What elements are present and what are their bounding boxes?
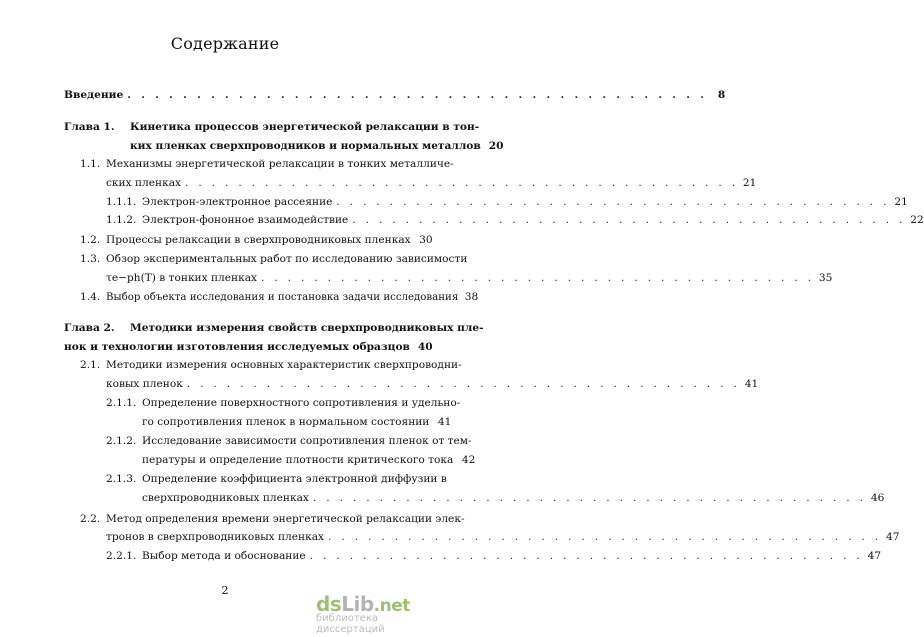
toc-page: 46 [870,492,885,504]
toc-entry-number: 1.4. [80,291,101,303]
leader-dots: . . . . . . . . . . . . . . . . . . . . . . . . . . . . . . . . . . . . . . . . . . [312,492,867,504]
toc-entry-text: Процессы релаксации в сверхпроводниковых пленках [106,234,411,246]
toc-entry-number: Глава 2. [64,322,115,334]
toc-entry-text: ских пленках [106,177,181,189]
leader-dots: . . . . . . . . . . . . . . . . . . . . . . . . . . . . . . . . . . . . . . . . . . [336,196,890,208]
watermark-subtitle: библиотека диссертаций [316,613,385,635]
toc-entry-number: 2.1.2. [106,435,137,447]
toc-page: 41 [744,378,759,390]
toc-entry-text: Методики измерения основных характеристик сверхпроводни- [106,359,462,371]
toc-entry-text: Метод определения времени энергетической релаксации элек- [106,513,465,525]
toc-page: 21 [894,196,908,208]
toc-entry-text: Электрон-фононное взаимодействие [142,214,349,226]
toc-entry-text: Электрон-электронное рассеяние [142,196,333,208]
toc-page: 22 [910,214,924,226]
logo-ds: ds [316,592,342,616]
toc-page: 40 [417,341,433,353]
leader-dots: . . . . . . . . . . . . . . . . . . . . . . . . . . . . . . . . . . . . . . . . . . [127,89,708,101]
watermark [316,592,436,635]
toc-entry-number: 1.2. [80,234,101,246]
toc-entry-number: 2.1.1. [106,397,137,409]
toc-entry-text: сверхпроводниковых пленках [142,492,309,504]
toc-page: 30 [419,234,433,246]
toc-page: 41 [437,416,452,428]
toc-page: 47 [885,531,900,543]
toc-entry-number: Глава 1. [64,121,115,133]
toc-entry-number: 2.1.3. [106,473,137,485]
toc-entry-text: Обзор экспериментальных работ по исследованию зависимости [106,253,468,265]
toc-page: 42 [461,454,476,466]
logo-lib: Lib [341,592,374,616]
page-title: Содержание [170,34,280,53]
toc-entry-text: Выбор объекта исследования и постановка задачи исследования [106,292,459,303]
toc-entry-number: 1.1.1. [106,196,137,208]
toc-entry-text: Исследование зависимости сопротивления пленок от тем- [142,435,472,447]
leader-dots: . . . . . . . . . . . . . . . . . . . . . . . . . . . . . . . . . . . . . . . . . . [328,531,882,543]
leader-dots: . . . . . . . . . . . . . . . . . . . . . . . . . . . . . . . . . . . . . . . . . . [261,272,815,284]
leader-dots: . . . . . . . . . . . . . . . . . . . . . . . . . . . . . . . . . . . . . . . . . . [309,550,864,562]
toc-entry-number: 1.1. [80,158,101,170]
toc-page: 35 [818,272,833,284]
toc-entry-text: Определение коэффициента электронной диффузии в [142,473,447,485]
toc-page: 21 [742,177,757,189]
toc-entry-number: 2.2.1. [106,550,137,562]
toc-page: 38 [464,291,479,303]
toc-entry-number: 1.3. [80,253,101,265]
leader-dots: . . . . . . . . . . . . . . . . . . . . . . . . . . . . . . . . . . . . . . . . . . [352,214,906,226]
toc-page: 20 [488,140,504,152]
toc-entry-text: пературы и определение плотности критического тока [142,454,454,466]
page-number: 2 [221,584,229,597]
toc-entry-text: Введение [64,89,124,101]
toc-entry-text: ких пленках сверхпроводников и нормальных металлов [130,140,481,152]
toc-entry-text: Механизмы энергетической релаксации в тонких металличе- [106,158,454,170]
toc-entry-text: Методики измерения свойств сверхпроводниковых пле- [130,322,484,334]
logo-net: .net [373,596,410,616]
toc-entry-text: Выбор метода и обоснование [142,550,306,562]
toc-entry-number: 2.2. [80,513,101,525]
leader-dots: . . . . . . . . . . . . . . . . . . . . . . . . . . . . . . . . . . . . . . . . . . [185,177,739,189]
toc-entry-text: нок и технологии изготовления исследуемых образцов [64,341,410,353]
toc-page: 47 [867,550,882,562]
toc-entry-text: Кинетика процессов энергетической релаксации в тон- [130,121,480,133]
toc-page: 8 [717,89,726,101]
toc-entry-text: го сопротивления пленок в нормальном состоянии [142,416,430,428]
toc-entry-number: 1.1.2. [106,214,137,226]
toc-entry-text: τe−ph(T) в тонких пленках [106,272,257,284]
toc-entry-text: ковых пленок [106,378,183,390]
toc-entry-number: 2.1. [80,359,101,371]
toc-entry-text: Определение поверхностного сопротивления и удельно- [142,397,461,409]
leader-dots: . . . . . . . . . . . . . . . . . . . . . . . . . . . . . . . . . . . . . . . . . . [186,378,741,390]
toc-entry-text: тронов в сверхпроводниковых пленках [106,531,325,543]
